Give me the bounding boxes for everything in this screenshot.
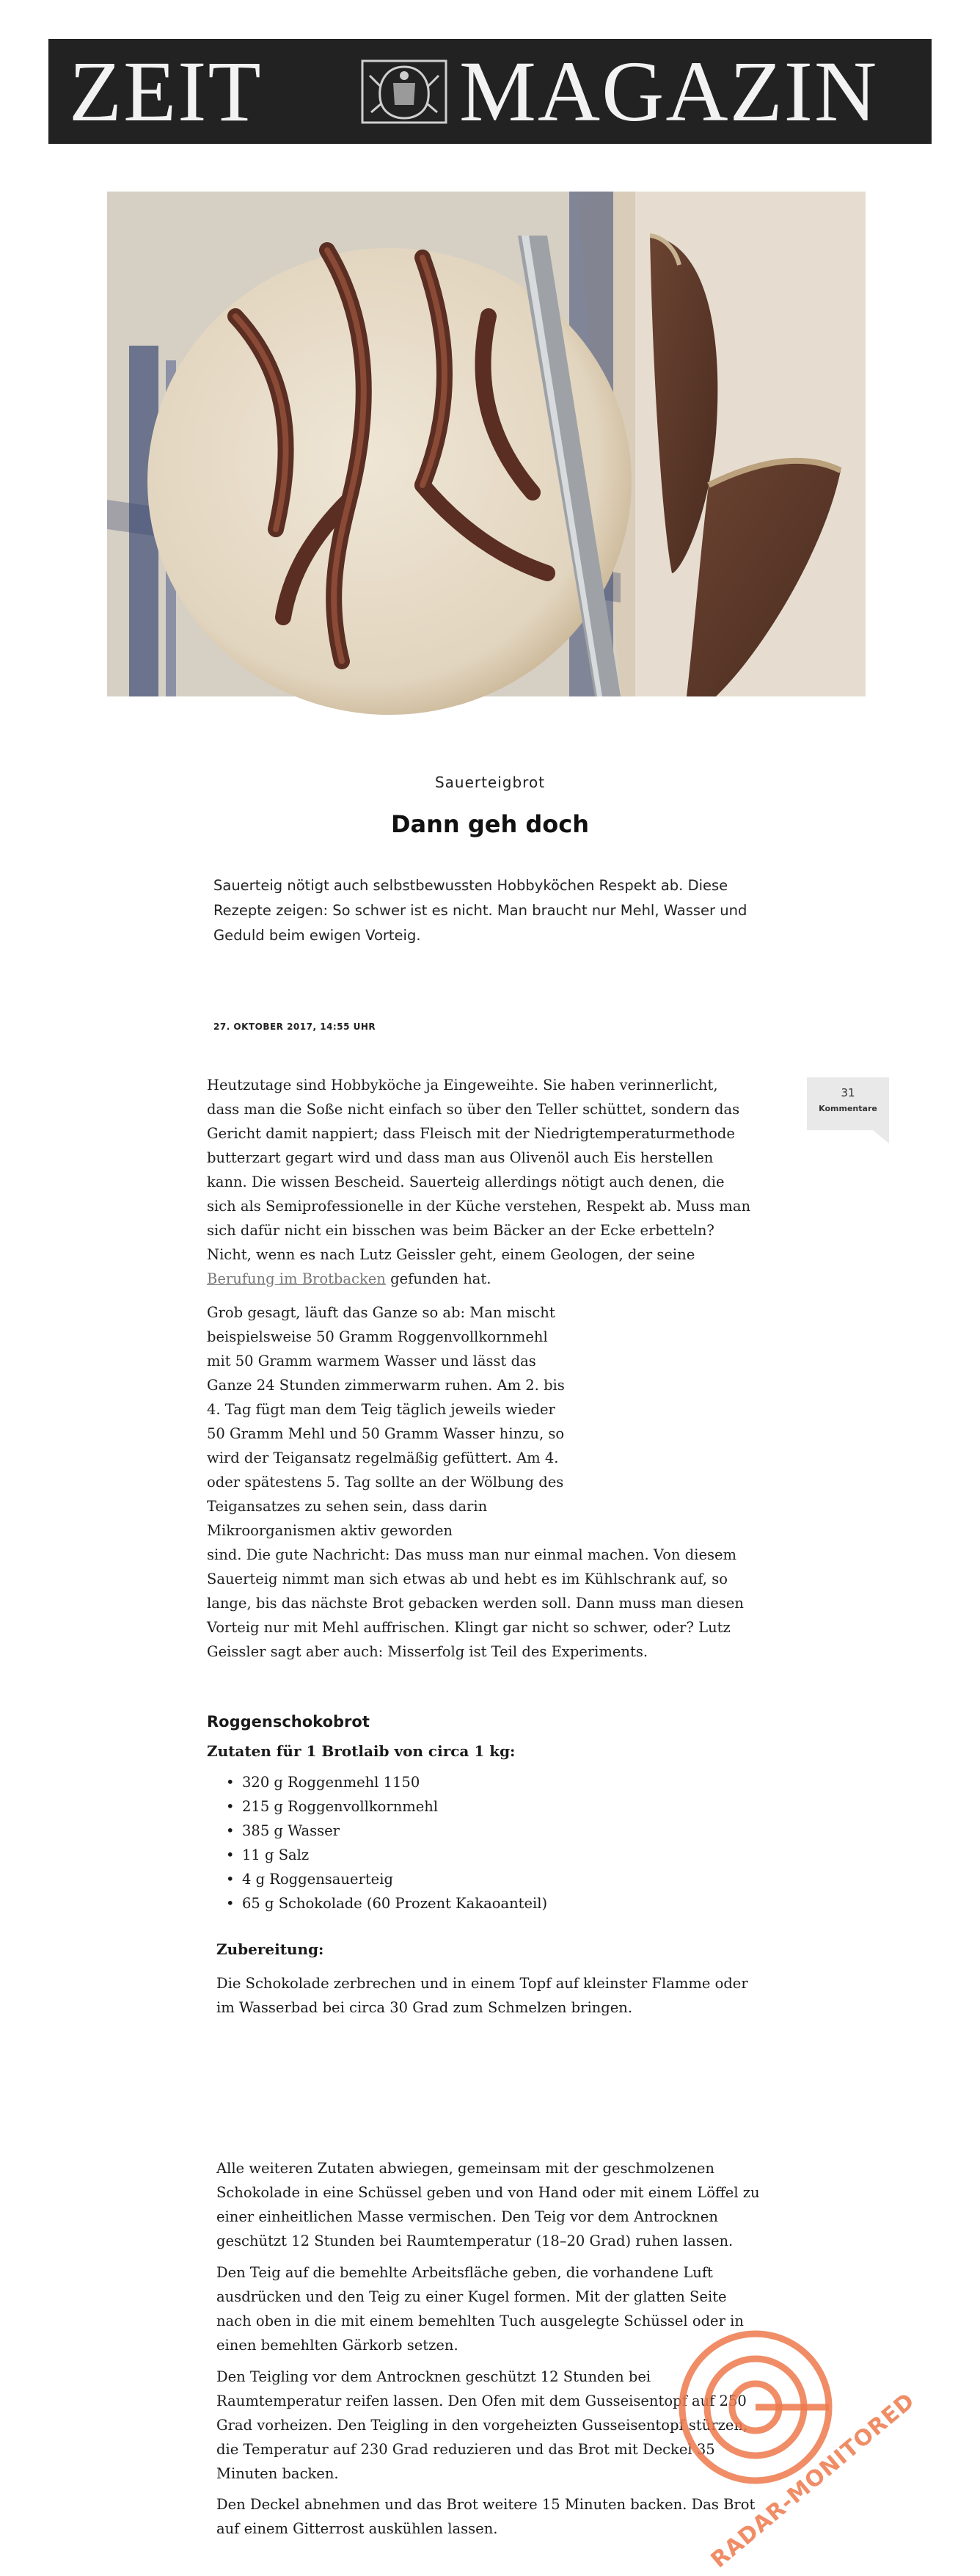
paragraph-intro-text: Heutzutage sind Hobbyköche ja Eingeweihte. Sie haben verinnerlicht, dass man die Soße nicht einfach so über den Teller schüttet, sondern das Gericht damit nappiert; dass Fleisch mit der Niedrigtemperaturmethode butterzart gegart wird und dass man aus Olivenöl auch Eis herstellen kann. Die wissen Bescheid. Sauerteig allerdings nötigt auch denen, die sich als Semiprofessionelle in der Küche verstehen, Respekt ab. Muss man sich dafür nicht ein bisschen was beim Bäcker an der Ecke erbetteln? Nicht, wenn es nach Lutz Geissler geht, einem Geologen, der seine	[207, 1077, 751, 1263]
article-date: 27. OKTOBER 2017, 14:55 UHR	[213, 1022, 376, 1032]
ingredient-item: • 320 g Roggenmehl 1150	[224, 1770, 547, 1794]
ingredient-item: • 215 g Roggenvollkornmehl	[224, 1794, 547, 1819]
preparation-step: Den Deckel abnehmen und das Brot weitere 15 Minuten backen. Das Brot auf einem Gitterrost auskühlen lassen.	[216, 2496, 756, 2537]
masthead-zeit-text: ZEIT	[69, 43, 263, 139]
preparation-heading: Zubereitung:	[216, 1940, 324, 1958]
ingredients-heading: Zutaten für 1 Brotlaib von circa 1 kg:	[207, 1742, 516, 1760]
ingredient-item: • 65 g Schokolade (60 Prozent Kakaoanteil)	[224, 1891, 547, 1915]
hero-image	[107, 192, 866, 696]
link-berufung-im-brotbacken[interactable]: Berufung im Brotbacken	[207, 1270, 386, 1287]
paragraph-intro	[207, 1073, 751, 1291]
ingredients-list	[224, 1770, 547, 1915]
comments-count: 31	[841, 1086, 855, 1099]
comments-label: Kommentare	[819, 1104, 877, 1113]
paragraph-intro-end: gefunden hat.	[385, 1270, 491, 1287]
preparation-step: Den Teig auf die bemehlte Arbeitsfläche geben, die vorhandene Luft ausdrücken und den Teig zu einer Kugel formen. Mit der glatten Seite nach oben in die mit einem bemehlten Tuch ausgelegte Schüssel oder in einen bemehlten Gärkorb setzen.	[216, 2264, 744, 2354]
preparation-step: Den Teigling vor dem Antrocknen geschützt 12 Stunden bei Raumtemperatur reifen lassen. Den Ofen mit dem Gusseisentopf auf 250 Grad vorheizen. Den Teigling in den vorgeheizten Gusseisentopf stürzen, die Temperatur auf 230 Grad reduzieren und das Brot mit Deckel 35 Minuten backen.	[216, 2368, 748, 2482]
preparation-step: Alle weiteren Zutaten abwiegen, gemeinsam mit der geschmolzenen Schokolade in eine Schüssel geben und von Hand oder mit einem Löffel zu einer einheitlichen Masse vermischen. Den Teig vor dem Antrocknen geschützt 12 Stunden bei Raumtemperatur (18–20 Grad) ruhen lassen.	[216, 2160, 760, 2249]
ingredient-item: • 4 g Roggensauerteig	[224, 1867, 547, 1891]
masthead-magazin-text: MAGAZIN	[459, 43, 879, 139]
comments-button[interactable]	[807, 1077, 889, 1130]
masthead-logo[interactable]	[48, 39, 932, 144]
ingredient-item: • 11 g Salz	[224, 1843, 547, 1867]
preparation-intro: Die Schokolade zerbrechen und in einem Topf auf kleinster Flamme oder im Wasserbad bei circa 30 Grad zum Schmelzen bringen.	[216, 1975, 748, 2016]
paragraph-process-rest: sind. Die gute Nachricht: Das muss man nur einmal machen. Von diesem Sauerteig nimmt man sich etwas ab und hebt es im Kühlschrank auf, so lange, bis das nächste Brot gebacken werden soll. Dann muss man diesen Vorteig nur mit Mehl auffrischen. Klingt gar nicht so schwer, oder? Lutz Geissler sagt aber auch: Misserfolg ist Teil des Experiments.	[207, 1546, 744, 1660]
recipe-title: Roggenschokobrot	[207, 1713, 370, 1731]
paragraph-process-narrow: Grob gesagt, läuft das Ganze so ab: Man mischt beispielsweise 50 Gramm Roggenvollkornmehl mit 50 Gramm warmem Wasser und lässt das Ganze 24 Stunden zimmerwarm ruhen. Am 2. bis 4. Tag fügt man dem Teig täglich jeweils wieder 50 Gramm Mehl und 50 Gramm Wasser hinzu, so wird der Teigansatz regelmäßig gefüttert. Am 4. oder spätestens 5. Tag sollte an der Wölbung des Teigansatzes zu sehen sein, dass darin Mikroorganismen aktiv geworden	[207, 1304, 565, 1539]
article-title: Dann geh doch	[390, 810, 590, 838]
stamp-text: RADAR-MONITORED	[706, 2387, 921, 2574]
ingredient-item: • 385 g Wasser	[224, 1819, 547, 1843]
article-kicker: Sauerteigbrot	[434, 774, 546, 791]
article-lead: Sauerteig nötigt auch selbstbewussten Hobbyköchen Respekt ab. Diese Rezepte zeigen: So schwer ist es nicht. Man braucht nur Mehl, Wasser und Geduld beim ewigen Vorteig.	[213, 877, 747, 944]
crest-icon	[356, 54, 452, 129]
bread-illustration	[107, 192, 866, 696]
paragraph-process	[207, 1300, 751, 1664]
